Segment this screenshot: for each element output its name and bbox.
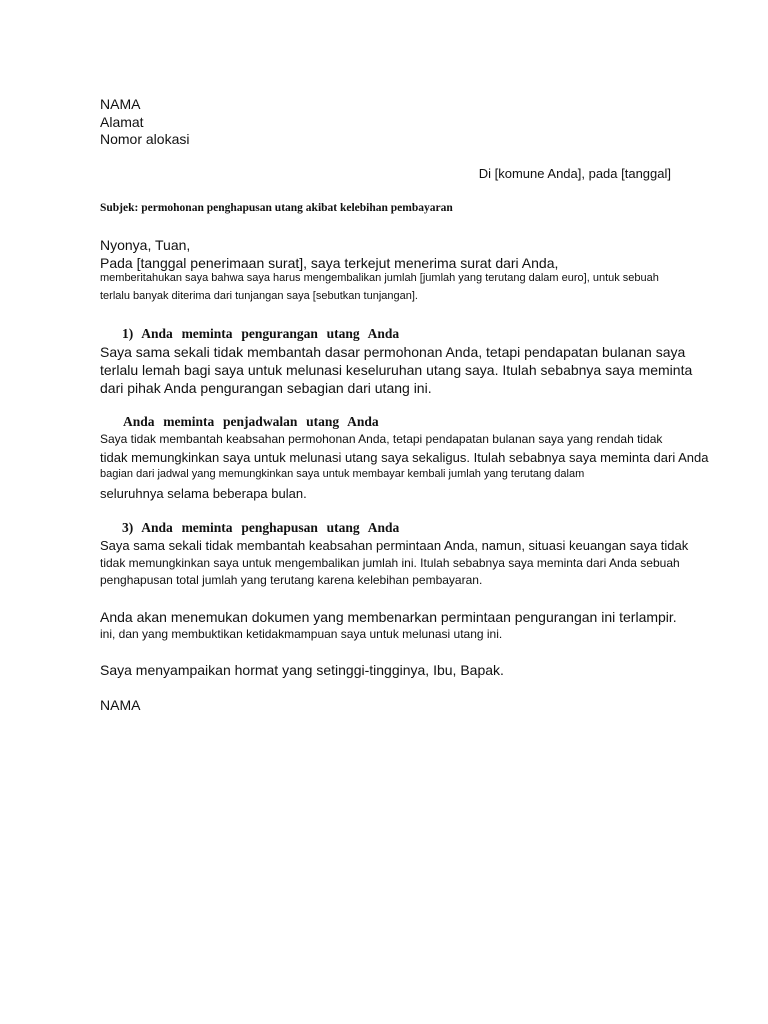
section-heading-reduction: 1) Anda meminta pengurangan utang Anda xyxy=(122,326,400,341)
regards-line: Saya menyampaikan hormat yang setinggi-tingginya, Ibu, Bapak. xyxy=(100,662,504,678)
subject-line: Subjek: permohonan penghapusan utang akibat kelebihan pembayaran xyxy=(100,202,453,214)
section-line: seluruhnya selama beberapa bulan. xyxy=(100,486,307,501)
sender-allocation-number: Nomor alokasi xyxy=(100,131,190,147)
section-heading-cancellation: 3) Anda meminta penghapusan utang Anda xyxy=(122,520,400,535)
section-line: penghapusan total jumlah yang terutang karena kelebihan pembayaran. xyxy=(100,573,483,587)
section-line: Saya sama sekali tidak membantah keabsahan permintaan Anda, namun, situasi keuangan saya tidak xyxy=(100,538,689,553)
section-line: Saya sama sekali tidak membantah dasar permohonan Anda, tetapi pendapatan bulanan saya xyxy=(100,344,686,360)
section-heading-rescheduling: Anda meminta penjadwalan utang Anda xyxy=(123,414,379,429)
section-line: Saya tidak membantah keabsahan permohonan Anda, tetapi pendapatan bulanan saya yang rendah tidak xyxy=(100,432,663,446)
intro-line: memberitahukan saya bahwa saya harus mengembalikan jumlah [jumlah yang terutang dalam euro], untuk sebuah xyxy=(100,272,659,284)
section-line: bagian dari jadwal yang memungkinkan saya untuk membayar kembali jumlah yang terutang dalam xyxy=(100,468,585,480)
intro-line: Pada [tanggal penerimaan surat], saya terkejut menerima surat dari Anda, xyxy=(100,255,559,271)
closing-documents-line: Anda akan menemukan dokumen yang membenarkan permintaan pengurangan ini terlampir. xyxy=(100,609,677,625)
section-line: tidak memungkinkan saya untuk mengembalikan jumlah ini. Itulah sebabnya saya meminta dari Anda sebuah xyxy=(100,556,680,570)
salutation: Nyonya, Tuan, xyxy=(100,237,191,253)
closing-documents-line: ini, dan yang membuktikan ketidakmampuan saya untuk melunasi utang ini. xyxy=(100,627,503,641)
section-line: terlalu lemah bagi saya untuk melunasi keseluruhan utang saya. Itulah sebabnya saya meminta xyxy=(100,362,693,378)
sender-address: Alamat xyxy=(100,114,144,130)
sender-name: NAMA xyxy=(100,96,141,112)
section-line: tidak memungkinkan saya untuk melunasi utang saya sekaligus. Itulah sebabnya saya meminta dari Anda xyxy=(100,450,709,465)
section-line: dari pihak Anda pengurangan sebagian dari utang ini. xyxy=(100,380,432,396)
intro-line: terlalu banyak diterima dari tunjangan saya [sebutkan tunjangan]. xyxy=(100,290,418,302)
signature-name: NAMA xyxy=(100,697,141,713)
place-date: Di [komune Anda], pada [tanggal] xyxy=(478,166,671,181)
